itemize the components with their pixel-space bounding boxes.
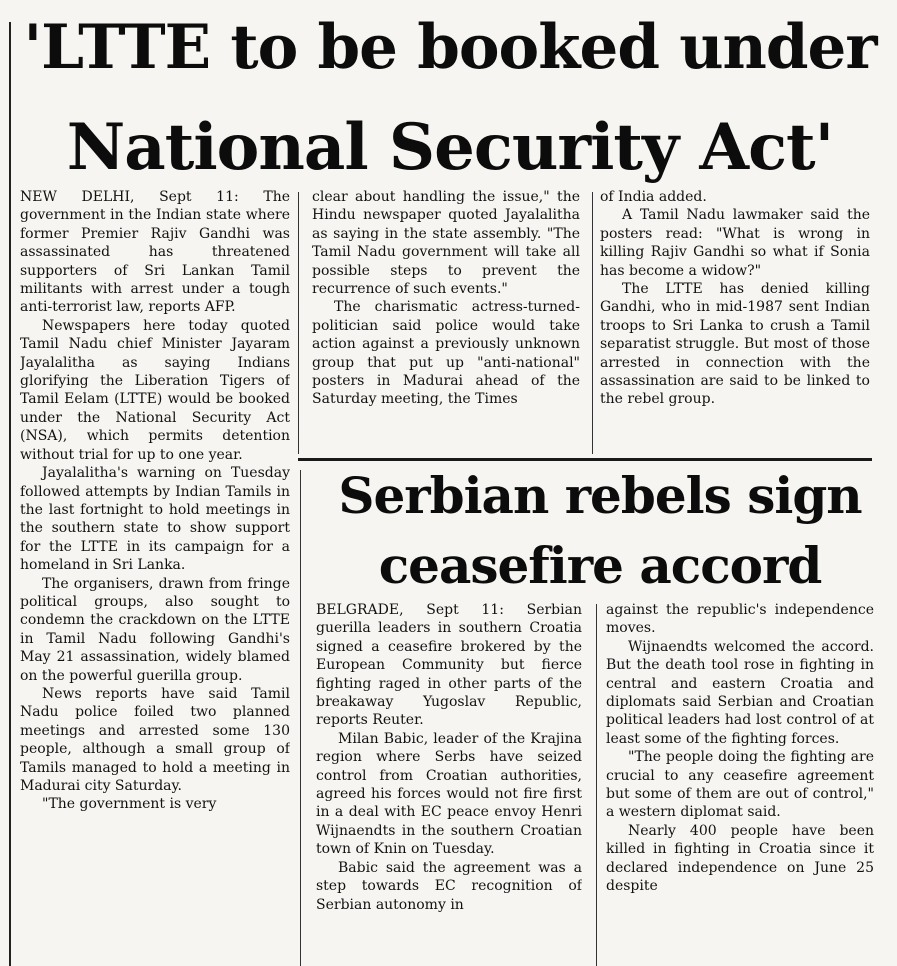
story1-paragraph: clear about handling the issue," the Hindu newspaper quoted Jayalalitha as saying in the state assembly. "The Tamil Nadu government will take all possible steps to prevent the recurrence of such events." xyxy=(312,189,580,298)
story2-paragraph: against the republic's independence moves. xyxy=(606,602,874,637)
story2-paragraph: BELGRADE, Sept 11: Serbian guerilla leaders in southern Croatia signed a ceasefire brokered by the European Community but fierce fighting raged in other parts of the breakaway Yugoslav Republic, reports Reuter. xyxy=(316,602,582,729)
story2-column-1 xyxy=(316,601,582,966)
story1-headline-line2: National Security Act' xyxy=(66,110,834,185)
story1-paragraph: "The government is very xyxy=(42,796,217,813)
column-divider xyxy=(596,604,597,966)
story2-paragraph: "The people doing the fighting are crucial to any ceasefire agreement but some of them are out of control," a western diplomat said. xyxy=(606,749,874,821)
story1-paragraph: NEW DELHI, Sept 11: The government in the Indian state where former Premier Rajiv Gandhi was assassinated has threatened supporters of Sri Lankan Tamil militants with arrest under a tough anti-terrorist law, reports AFP. xyxy=(20,189,290,316)
story1-paragraph: News reports have said Tamil Nadu police foiled two planned meetings and arrested some 130 people, although a small group of Tamils managed to hold a meeting in Madurai city Saturday. xyxy=(20,685,290,794)
story1-column-2 xyxy=(312,188,580,456)
story1-paragraph: A Tamil Nadu lawmaker said the posters read: "What is wrong in killing Rajiv Gandhi so what if Sonia has become a widow?" xyxy=(600,207,870,279)
column-rule-left xyxy=(9,22,11,966)
story1-column-3 xyxy=(600,188,870,456)
story2-paragraph: Nearly 400 people have been killed in fighting in Croatia since it declared independence on June 25 despite xyxy=(606,822,874,895)
story2-paragraph: Milan Babic, leader of the Krajina region where Serbs have seized control from Croatian authorities, agreed his forces would not fire first in a deal with EC peace envoy Henri Wijnaendts in the southern Croatian town of Knin on Tuesday. xyxy=(316,730,582,858)
story1-paragraph: Newspapers here today quoted Tamil Nadu chief Minister Jayaram Jayalalitha as saying Indians glorifying the Liberation Tigers of Tamil Eelam (LTTE) would be booked under the National Security Act (NSA), which permits detention without trial for up to one year. xyxy=(20,317,290,463)
story1-headline-line1: 'LTTE to be booked under xyxy=(23,12,877,83)
story2-paragraph: Wijnaendts welcomed the accord. But the death tool rose in fighting in central and eastern Croatia and diplomats said Serbian and Croatian political leaders had lost control of at least some of the fighting forces. xyxy=(606,638,874,747)
story1-paragraph: The LTTE has denied killing Gandhi, who in mid-1987 sent Indian troops to Sri Lanka to crush a Tamil separatist struggle. But most of those arrested in connection with the assassination are said to be linked to the rebel group. xyxy=(600,281,870,408)
story2-headline-line1: Serbian rebels sign xyxy=(338,466,862,525)
story1-paragraph: The charismatic actress-turned-politician said police would take action against a previously unknown group that put up "anti-national" posters in Madurai ahead of the Saturday meeting, the Times xyxy=(312,299,580,408)
story2-headline-line2: ceasefire accord xyxy=(378,536,822,595)
story2-column-2 xyxy=(606,601,874,966)
story1-paragraph: of India added. xyxy=(600,189,707,205)
story1-paragraph: The organisers, drawn from fringe political groups, also sought to condemn the crackdown on the LTTE in Tamil Nadu following Gandhi's May 21 assassination, widely blamed on the powerful guerilla group. xyxy=(20,575,290,684)
story-separator-rule xyxy=(298,458,872,461)
story1-column-1 xyxy=(20,188,290,966)
column-divider xyxy=(592,192,593,454)
story2-paragraph: Babic said the agreement was a step towards EC recognition of Serbian autonomy in xyxy=(316,859,582,913)
story1-paragraph: Jayalalitha's warning on Tuesday followed attempts by Indian Tamils in the last fortnight to hold meetings in the southern state to show support for the LTTE in its campaign for a homeland in Sri Lanka. xyxy=(20,465,290,574)
column-divider xyxy=(300,470,301,966)
column-divider xyxy=(298,192,299,454)
